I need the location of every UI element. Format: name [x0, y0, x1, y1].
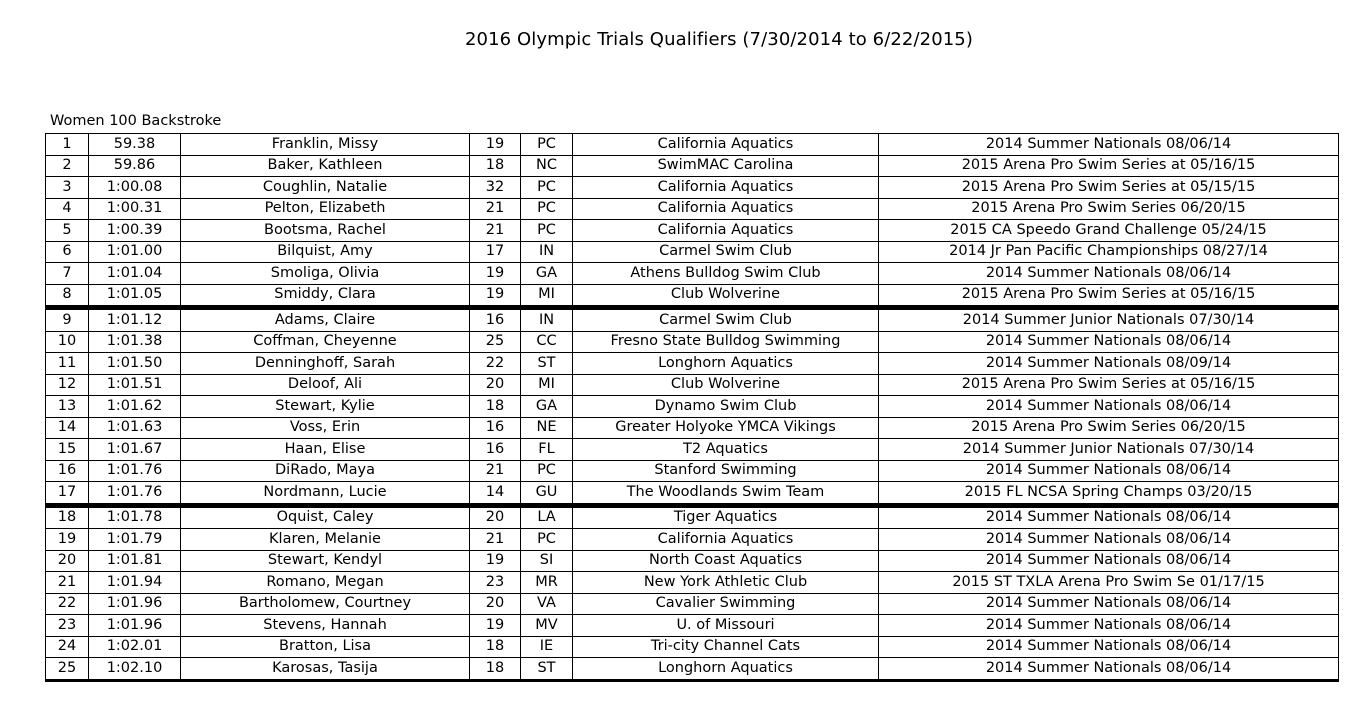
meet-cell: 2015 Arena Pro Swim Series 06/20/15	[879, 417, 1339, 439]
table-row	[46, 374, 1339, 396]
age-cell: 32	[470, 177, 521, 199]
meet-cell: 2014 Summer Nationals 08/06/14	[879, 134, 1339, 156]
lsc-cell: PC	[521, 177, 573, 199]
meet-cell: 2015 Arena Pro Swim Series at 05/16/15	[879, 374, 1339, 396]
rank-cell: 22	[46, 593, 89, 615]
age-cell: 18	[470, 155, 521, 177]
lsc-cell: ST	[521, 353, 573, 375]
table-row	[46, 658, 1339, 681]
age-cell: 19	[470, 284, 521, 308]
rank-cell: 10	[46, 331, 89, 353]
meet-cell: 2014 Jr Pan Pacific Championships 08/27/14	[879, 241, 1339, 263]
club-cell: The Woodlands Swim Team	[573, 482, 879, 506]
time-cell: 1:01.81	[89, 550, 181, 572]
lsc-cell: LA	[521, 505, 573, 529]
rank-cell: 23	[46, 615, 89, 637]
meet-cell: 2015 CA Speedo Grand Challenge 05/24/15	[879, 220, 1339, 242]
swimmer-name-cell: Stewart, Kylie	[181, 396, 470, 418]
table-row	[46, 331, 1339, 353]
club-cell: Club Wolverine	[573, 374, 879, 396]
table-row	[46, 550, 1339, 572]
lsc-cell: MI	[521, 374, 573, 396]
age-cell: 14	[470, 482, 521, 506]
age-cell: 19	[470, 550, 521, 572]
rank-cell: 12	[46, 374, 89, 396]
age-cell: 21	[470, 460, 521, 482]
time-cell: 1:01.38	[89, 331, 181, 353]
age-cell: 20	[470, 505, 521, 529]
lsc-cell: IN	[521, 308, 573, 332]
lsc-cell: CC	[521, 331, 573, 353]
lsc-cell: FL	[521, 439, 573, 461]
swimmer-name-cell: Haan, Elise	[181, 439, 470, 461]
meet-cell: 2014 Summer Nationals 08/06/14	[879, 460, 1339, 482]
meet-cell: 2014 Summer Nationals 08/06/14	[879, 636, 1339, 658]
time-cell: 1:01.50	[89, 353, 181, 375]
club-cell: California Aquatics	[573, 220, 879, 242]
swimmer-name-cell: Coughlin, Natalie	[181, 177, 470, 199]
lsc-cell: PC	[521, 220, 573, 242]
rank-cell: 14	[46, 417, 89, 439]
club-cell: T2 Aquatics	[573, 439, 879, 461]
meet-cell: 2014 Summer Junior Nationals 07/30/14	[879, 308, 1339, 332]
time-cell: 1:01.05	[89, 284, 181, 308]
table-row	[46, 615, 1339, 637]
time-cell: 1:01.78	[89, 505, 181, 529]
table-row	[46, 439, 1339, 461]
time-cell: 59.38	[89, 134, 181, 156]
table-row	[46, 460, 1339, 482]
club-cell: Carmel Swim Club	[573, 241, 879, 263]
lsc-cell: IE	[521, 636, 573, 658]
age-cell: 16	[470, 439, 521, 461]
rank-cell: 8	[46, 284, 89, 308]
rank-cell: 25	[46, 658, 89, 681]
age-cell: 21	[470, 198, 521, 220]
table-row	[46, 220, 1339, 242]
table-row	[46, 572, 1339, 594]
time-cell: 1:01.79	[89, 529, 181, 551]
rank-cell: 24	[46, 636, 89, 658]
table-row	[46, 177, 1339, 199]
results-table	[45, 133, 1339, 682]
time-cell: 1:01.76	[89, 460, 181, 482]
club-cell: North Coast Aquatics	[573, 550, 879, 572]
results-body	[46, 134, 1339, 681]
meet-cell: 2014 Summer Nationals 08/06/14	[879, 263, 1339, 285]
club-cell: Greater Holyoke YMCA Vikings	[573, 417, 879, 439]
age-cell: 23	[470, 572, 521, 594]
rank-cell: 2	[46, 155, 89, 177]
time-cell: 1:01.67	[89, 439, 181, 461]
meet-cell: 2014 Summer Nationals 08/06/14	[879, 505, 1339, 529]
meet-cell: 2015 Arena Pro Swim Series at 05/15/15	[879, 177, 1339, 199]
club-cell: Club Wolverine	[573, 284, 879, 308]
club-cell: California Aquatics	[573, 198, 879, 220]
club-cell: Carmel Swim Club	[573, 308, 879, 332]
rank-cell: 5	[46, 220, 89, 242]
age-cell: 16	[470, 308, 521, 332]
lsc-cell: PC	[521, 198, 573, 220]
time-cell: 1:01.94	[89, 572, 181, 594]
swimmer-name-cell: Coffman, Cheyenne	[181, 331, 470, 353]
club-cell: New York Athletic Club	[573, 572, 879, 594]
swimmer-name-cell: DiRado, Maya	[181, 460, 470, 482]
age-cell: 19	[470, 615, 521, 637]
club-cell: California Aquatics	[573, 134, 879, 156]
meet-cell: 2014 Summer Junior Nationals 07/30/14	[879, 439, 1339, 461]
club-cell: SwimMAC Carolina	[573, 155, 879, 177]
swimmer-name-cell: Deloof, Ali	[181, 374, 470, 396]
club-cell: Cavalier Swimming	[573, 593, 879, 615]
table-row	[46, 505, 1339, 529]
lsc-cell: MR	[521, 572, 573, 594]
table-row	[46, 529, 1339, 551]
swimmer-name-cell: Bartholomew, Courtney	[181, 593, 470, 615]
meet-cell: 2014 Summer Nationals 08/06/14	[879, 396, 1339, 418]
time-cell: 1:01.00	[89, 241, 181, 263]
club-cell: California Aquatics	[573, 177, 879, 199]
time-cell: 1:01.62	[89, 396, 181, 418]
table-row	[46, 636, 1339, 658]
age-cell: 25	[470, 331, 521, 353]
age-cell: 21	[470, 220, 521, 242]
table-row	[46, 482, 1339, 506]
time-cell: 1:01.04	[89, 263, 181, 285]
meet-cell: 2015 FL NCSA Spring Champs 03/20/15	[879, 482, 1339, 506]
club-cell: U. of Missouri	[573, 615, 879, 637]
rank-cell: 11	[46, 353, 89, 375]
age-cell: 22	[470, 353, 521, 375]
swimmer-name-cell: Pelton, Elizabeth	[181, 198, 470, 220]
lsc-cell: NE	[521, 417, 573, 439]
time-cell: 1:00.39	[89, 220, 181, 242]
swimmer-name-cell: Baker, Kathleen	[181, 155, 470, 177]
swimmer-name-cell: Stevens, Hannah	[181, 615, 470, 637]
meet-cell: 2015 Arena Pro Swim Series at 05/16/15	[879, 284, 1339, 308]
rank-cell: 6	[46, 241, 89, 263]
lsc-cell: GA	[521, 263, 573, 285]
rank-cell: 18	[46, 505, 89, 529]
age-cell: 20	[470, 593, 521, 615]
event-title: Women 100 Backstroke	[50, 113, 222, 129]
swimmer-name-cell: Smoliga, Olivia	[181, 263, 470, 285]
lsc-cell: NC	[521, 155, 573, 177]
meet-cell: 2014 Summer Nationals 08/06/14	[879, 615, 1339, 637]
rank-cell: 7	[46, 263, 89, 285]
swimmer-name-cell: Karosas, Tasija	[181, 658, 470, 681]
club-cell: Athens Bulldog Swim Club	[573, 263, 879, 285]
lsc-cell: SI	[521, 550, 573, 572]
swimmer-name-cell: Voss, Erin	[181, 417, 470, 439]
swimmer-name-cell: Nordmann, Lucie	[181, 482, 470, 506]
age-cell: 18	[470, 636, 521, 658]
age-cell: 19	[470, 134, 521, 156]
rank-cell: 1	[46, 134, 89, 156]
age-cell: 17	[470, 241, 521, 263]
lsc-cell: IN	[521, 241, 573, 263]
club-cell: Dynamo Swim Club	[573, 396, 879, 418]
club-cell: Stanford Swimming	[573, 460, 879, 482]
time-cell: 1:02.10	[89, 658, 181, 681]
rank-cell: 3	[46, 177, 89, 199]
lsc-cell: GU	[521, 482, 573, 506]
swimmer-name-cell: Bootsma, Rachel	[181, 220, 470, 242]
swimmer-name-cell: Bilquist, Amy	[181, 241, 470, 263]
table-row	[46, 284, 1339, 308]
table-row	[46, 353, 1339, 375]
age-cell: 18	[470, 396, 521, 418]
swimmer-name-cell: Bratton, Lisa	[181, 636, 470, 658]
time-cell: 1:02.01	[89, 636, 181, 658]
rank-cell: 16	[46, 460, 89, 482]
rank-cell: 15	[46, 439, 89, 461]
rank-cell: 13	[46, 396, 89, 418]
table-row	[46, 417, 1339, 439]
swimmer-name-cell: Oquist, Caley	[181, 505, 470, 529]
swimmer-name-cell: Smiddy, Clara	[181, 284, 470, 308]
rank-cell: 19	[46, 529, 89, 551]
age-cell: 19	[470, 263, 521, 285]
meet-cell: 2015 ST TXLA Arena Pro Swim Se 01/17/15	[879, 572, 1339, 594]
rank-cell: 4	[46, 198, 89, 220]
table-row	[46, 198, 1339, 220]
lsc-cell: GA	[521, 396, 573, 418]
meet-cell: 2015 Arena Pro Swim Series at 05/16/15	[879, 155, 1339, 177]
age-cell: 18	[470, 658, 521, 681]
club-cell: California Aquatics	[573, 529, 879, 551]
time-cell: 1:01.96	[89, 615, 181, 637]
time-cell: 1:01.76	[89, 482, 181, 506]
rank-cell: 21	[46, 572, 89, 594]
meet-cell: 2015 Arena Pro Swim Series 06/20/15	[879, 198, 1339, 220]
document-title: 2016 Olympic Trials Qualifiers (7/30/2014 to 6/22/2015)	[465, 29, 973, 50]
meet-cell: 2014 Summer Nationals 08/06/14	[879, 593, 1339, 615]
meet-cell: 2014 Summer Nationals 08/06/14	[879, 331, 1339, 353]
time-cell: 1:00.08	[89, 177, 181, 199]
swimmer-name-cell: Adams, Claire	[181, 308, 470, 332]
age-cell: 21	[470, 529, 521, 551]
time-cell: 1:01.96	[89, 593, 181, 615]
lsc-cell: PC	[521, 529, 573, 551]
club-cell: Longhorn Aquatics	[573, 658, 879, 681]
table-row	[46, 396, 1339, 418]
table-row	[46, 593, 1339, 615]
swimmer-name-cell: Franklin, Missy	[181, 134, 470, 156]
meet-cell: 2014 Summer Nationals 08/06/14	[879, 529, 1339, 551]
swimmer-name-cell: Romano, Megan	[181, 572, 470, 594]
table-row	[46, 308, 1339, 332]
age-cell: 16	[470, 417, 521, 439]
time-cell: 1:01.12	[89, 308, 181, 332]
lsc-cell: PC	[521, 134, 573, 156]
table-row	[46, 263, 1339, 285]
swimmer-name-cell: Stewart, Kendyl	[181, 550, 470, 572]
club-cell: Fresno State Bulldog Swimming	[573, 331, 879, 353]
age-cell: 20	[470, 374, 521, 396]
lsc-cell: ST	[521, 658, 573, 681]
meet-cell: 2014 Summer Nationals 08/06/14	[879, 550, 1339, 572]
meet-cell: 2014 Summer Nationals 08/09/14	[879, 353, 1339, 375]
lsc-cell: MI	[521, 284, 573, 308]
time-cell: 1:01.63	[89, 417, 181, 439]
lsc-cell: VA	[521, 593, 573, 615]
rank-cell: 20	[46, 550, 89, 572]
swimmer-name-cell: Klaren, Melanie	[181, 529, 470, 551]
time-cell: 59.86	[89, 155, 181, 177]
time-cell: 1:00.31	[89, 198, 181, 220]
meet-cell: 2014 Summer Nationals 08/06/14	[879, 658, 1339, 681]
lsc-cell: PC	[521, 460, 573, 482]
club-cell: Tiger Aquatics	[573, 505, 879, 529]
club-cell: Longhorn Aquatics	[573, 353, 879, 375]
table-row	[46, 155, 1339, 177]
swimmer-name-cell: Denninghoff, Sarah	[181, 353, 470, 375]
rank-cell: 9	[46, 308, 89, 332]
time-cell: 1:01.51	[89, 374, 181, 396]
club-cell: Tri-city Channel Cats	[573, 636, 879, 658]
table-row	[46, 241, 1339, 263]
lsc-cell: MV	[521, 615, 573, 637]
rank-cell: 17	[46, 482, 89, 506]
table-row	[46, 134, 1339, 156]
